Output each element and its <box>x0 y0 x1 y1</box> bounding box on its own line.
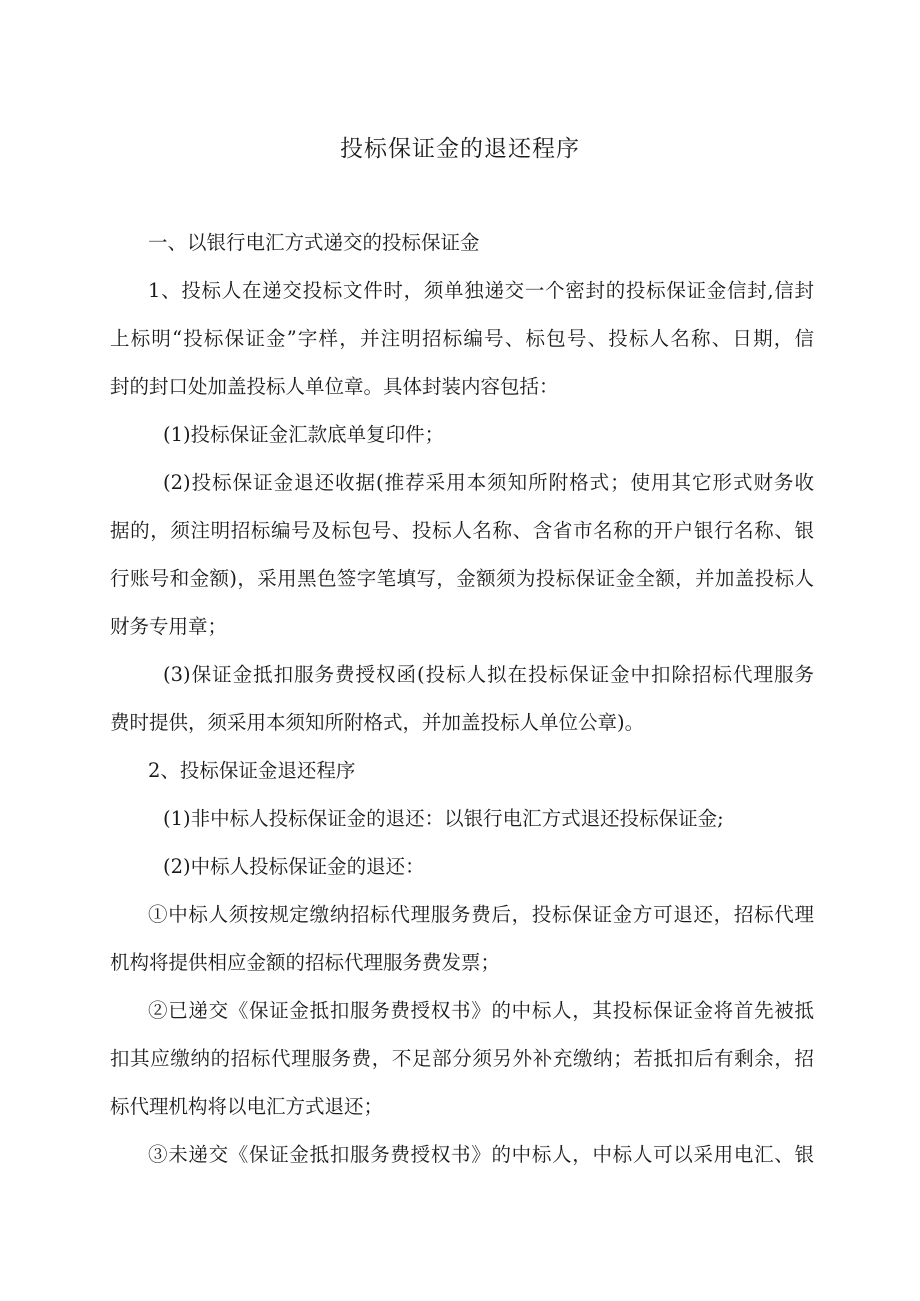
section-heading-1: 一、以银行电汇方式递交的投标保证金 <box>148 231 480 254</box>
paragraph-line: 财务专用章； <box>110 615 228 638</box>
paragraph-line: 行账号和金额)，采用黑色签字笔填写，金额须为投标保证金全额，并加盖投标人 <box>110 567 814 590</box>
list-item: (1)非中标人投标保证金的退还：以银行电汇方式退还投标保证金; <box>163 807 724 830</box>
paragraph-line: 机构将提供相应金额的招标代理服务费发票； <box>110 951 501 974</box>
list-item: ①中标人须按规定缴纳招标代理服务费后，投标保证金方可退还，招标代理 <box>148 903 814 926</box>
document-title: 投标保证金的退还程序 <box>340 136 580 162</box>
list-item: (2)投标保证金退还收据(推荐采用本须知所附格式；使用其它形式财务收 <box>163 471 814 494</box>
paragraph-line: 据的，须注明招标编号及标包号、投标人名称、含省市名称的开户银行名称、银 <box>110 519 814 542</box>
paragraph-line: 上标明“投标保证金”字样，并注明招标编号、标包号、投标人名称、日期，信 <box>110 327 814 350</box>
paragraph-line: 标代理机构将以电汇方式退还； <box>110 1095 384 1118</box>
paragraph-line: 扣其应缴纳的招标代理服务费，不足部分须另外补充缴纳；若抵扣后有剩余，招 <box>110 1047 814 1070</box>
list-item: (2)中标人投标保证金的退还： <box>163 855 425 878</box>
list-item: ③未递交《保证金抵扣服务费授权书》的中标人，中标人可以采用电汇、银 <box>148 1143 814 1166</box>
paragraph-line: 封的封口处加盖投标人单位章。具体封装内容包括： <box>110 375 559 398</box>
list-item: (3)保证金抵扣服务费授权函(投标人拟在投标保证金中扣除招标代理服务 <box>163 663 814 686</box>
list-item: (1)投标保证金汇款底单复印件； <box>163 423 445 446</box>
paragraph-line: 费时提供，须采用本须知所附格式，并加盖投标人单位公章)。 <box>110 711 645 734</box>
section-heading-2: 2、投标保证金退还程序 <box>148 759 356 782</box>
list-item: ②已递交《保证金抵扣服务费授权书》的中标人，其投标保证金将首先被抵 <box>148 999 814 1022</box>
paragraph-line: 1、投标人在递交投标文件时，须单独递交一个密封的投标保证金信封,信封 <box>148 279 814 302</box>
